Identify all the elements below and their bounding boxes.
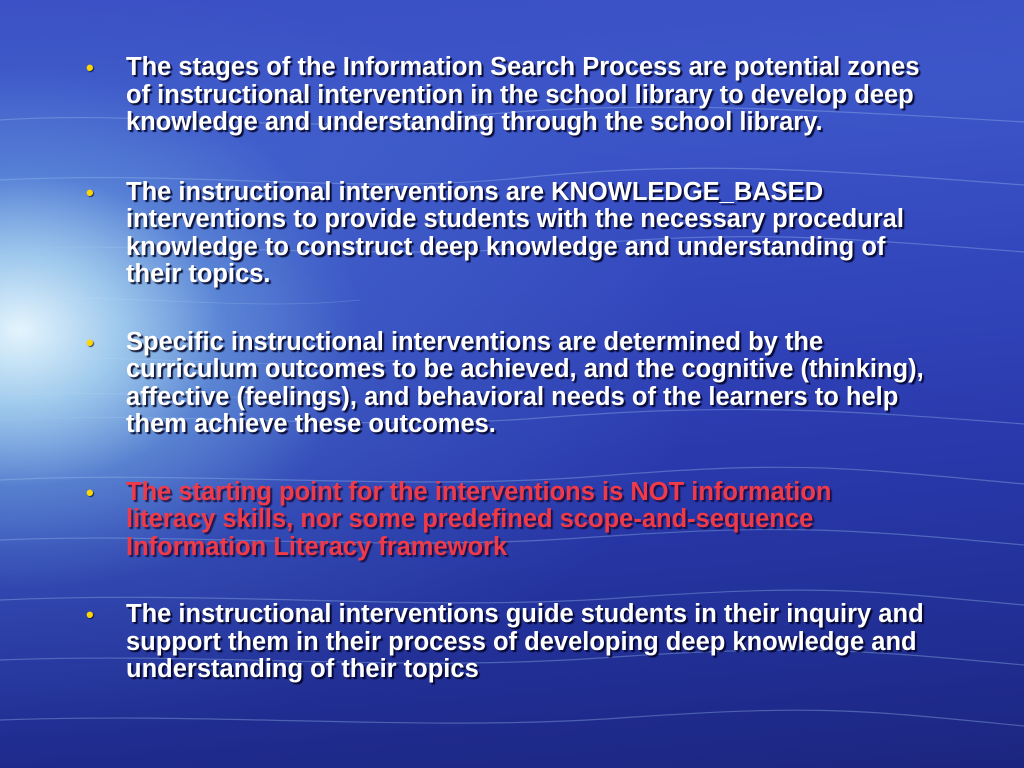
bullet-dot-icon: • (86, 329, 94, 355)
bullet-item (86, 329, 926, 439)
bullet-text: The instructional interventions guide students in their inquiry and support them in their process of developing deep knowledge and understanding of their topics (126, 600, 924, 683)
bullet-dot-icon: • (86, 602, 94, 627)
bullet-text: The instructional interventions are KNOWLEDGE_BASED interventions to provide students with the necessary procedural knowledge to construct deep knowledge and understanding of their topics. (126, 177, 904, 288)
bullet-text: The stages of the Information Search Process are potential zones of instructional intervention in the school library to develop deep knowledge and understanding through the school library. (126, 53, 920, 136)
bullet-dot-icon: • (86, 179, 94, 205)
bullet-item (86, 54, 926, 137)
bullet-text: Specific instructional interventions are determined by the curriculum outcomes to be achieved, and the cognitive (thinking), affective (feelings), and behavioral needs of the learners to help them achieve these outcomes. (126, 327, 924, 438)
bullet-list (86, 54, 926, 726)
bullet-dot-icon: • (86, 479, 94, 505)
bullet-text: The starting point for the interventions is NOT information literacy skills, nor some predefined scope-and-sequence Information Literacy framework (126, 477, 832, 561)
bullet-item-highlighted (86, 479, 926, 562)
bullet-item (86, 601, 926, 684)
bullet-item (86, 179, 926, 289)
bullet-dot-icon: • (86, 55, 94, 80)
